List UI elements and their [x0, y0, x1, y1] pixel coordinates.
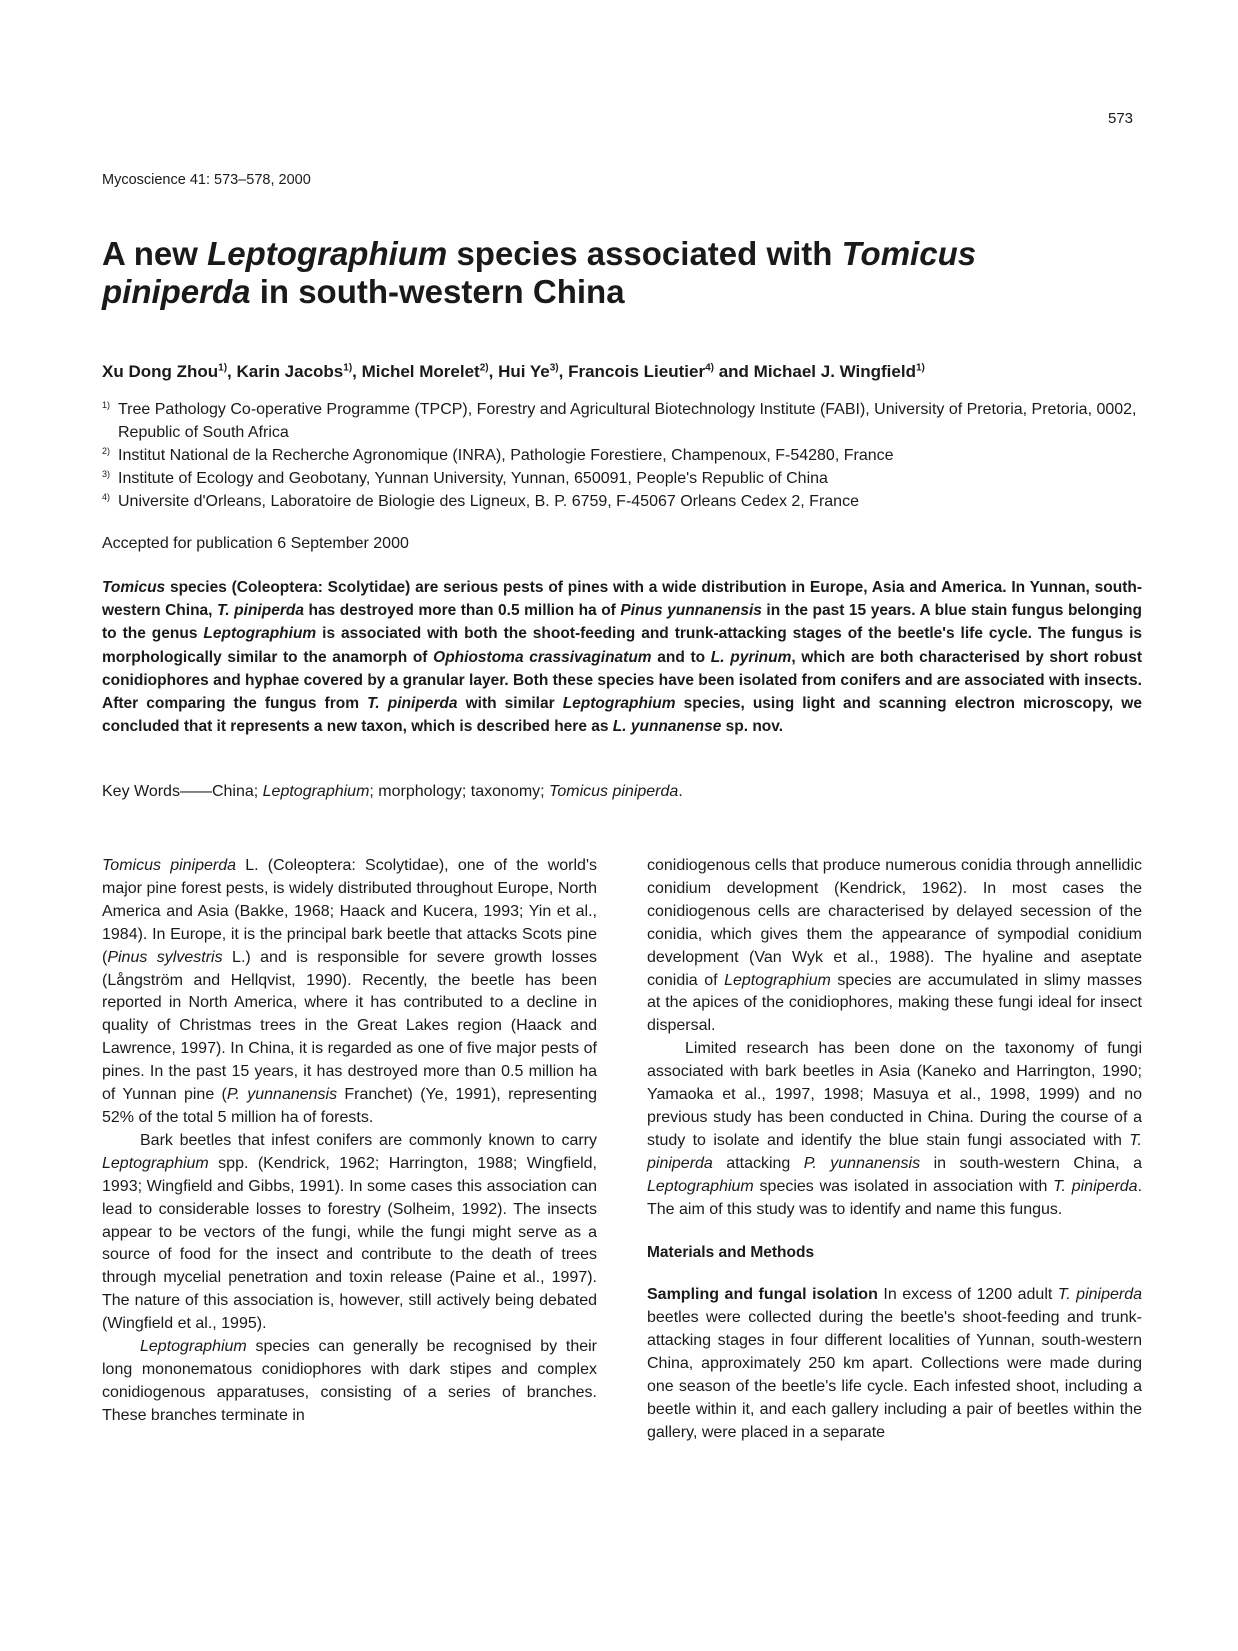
affiliation	[102, 467, 1162, 490]
right-column-paragraphs	[647, 855, 1142, 1222]
italic-text: Leptographium	[262, 783, 370, 800]
italic-text: T. piniperda	[647, 1131, 1142, 1172]
text-run: , which are both characterised by short robust conidiophores and hyphae covered by a granular layer. Both these species have been isolated from conifers and are associated with insects. After comparing the fungus from	[102, 648, 1142, 713]
affiliation-text: Institute of Ecology and Geobotany, Yunnan University, Yunnan, 650091, People's Republic of China	[118, 470, 828, 487]
author-affiliation-mark: 2)	[479, 362, 489, 374]
italic-text: Leptographium	[647, 1177, 754, 1195]
affiliation	[102, 398, 1162, 444]
author-affiliation-mark: 4)	[705, 362, 714, 374]
right-column	[647, 855, 1142, 1445]
body-paragraph	[102, 1336, 597, 1428]
italic-text: Leptographium	[562, 695, 676, 713]
author-separator: and	[713, 362, 754, 381]
italic-text: Leptographium	[140, 1338, 247, 1356]
affiliation	[102, 490, 1162, 513]
author-name: Francois Lieutier	[568, 362, 706, 381]
text-run: species are accumulated in slimy masses at the apices of the conidiophores, making these fungi ideal for insect dispersal.	[647, 971, 1143, 1035]
title-host-species: piniperda	[102, 273, 251, 310]
italic-text: Tomicus	[102, 579, 166, 596]
body-paragraph	[102, 1130, 597, 1336]
text-run: sp. nov.	[721, 718, 784, 736]
text-run: L.) and is responsible for severe growth losses (Långström and Hellqvist, 1990). Recently, the beetle has been reported in North America, where it has contributed to a decline in quality of Christmas trees in the Great Lakes region (Haack and Lawrence, 1997). In China, it is regarded as one of five major pests of pines. In the past 15 years, it has destroyed more than 0.5 million ha of Yunnan pine (	[102, 948, 598, 1104]
author-affiliation-mark: 3)	[549, 362, 559, 374]
italic-text: L. yunnanense	[612, 718, 722, 736]
affiliation-number: 3)	[102, 469, 111, 479]
text-run: .	[678, 783, 683, 800]
author-separator: ,	[558, 362, 569, 381]
section-heading: Materials and Methods	[647, 1243, 815, 1261]
author-name: Xu Dong Zhou	[102, 362, 219, 381]
title-part: in south-western China	[250, 273, 625, 310]
italic-text: Ophiostoma crassivaginatum	[433, 648, 652, 666]
author-name: Michel Morelet	[361, 362, 480, 381]
italic-text: L. pyrinum	[710, 648, 792, 666]
text-run: species (Coleoptera: Scolytidae) are serious pests of pines with a wide distribution in Europe, Asia and America. In Yunnan, south-western China,	[102, 579, 1142, 620]
italic-text: P. yunnanensis	[226, 1086, 338, 1104]
text-run: species was isolated in association with	[753, 1177, 1054, 1195]
author-list	[102, 362, 1182, 382]
title-host-genus: Tomicus	[841, 235, 977, 272]
text-run: conidiogenous cells that produce numerous conidia through annellidic conidium development (Kendrick, 1962). In most cases the conidiogenous cells are characterised by delayed secession of the conidia, which gives them the appearance of sympodial conidium development (Van Wyk et al., 1988). The hyaline and aseptate conidia of	[647, 857, 1142, 989]
subsection-heading: Sampling and fungal isolation	[647, 1286, 878, 1304]
body-paragraph	[647, 855, 1142, 1038]
italic-text: T. piniperda	[1057, 1286, 1143, 1304]
author-affiliation-mark: 1)	[218, 362, 228, 374]
abstract	[102, 576, 1142, 738]
italic-text: Tomicus piniperda	[102, 857, 237, 874]
title-part: A new	[102, 235, 208, 272]
affiliation-number: 1)	[102, 400, 111, 410]
italic-text: T. piniperda	[1053, 1177, 1138, 1195]
text-run: spp. (Kendrick, 1962; Harrington, 1988; Wingfield, 1993; Wingfield and Gibbs, 1991). In some cases this association can lead to considerable losses to forestry (Solheim, 1992). The insects appear to be vectors of the fungi, while the fungi might serve as a source of food for the insect and contribute to the death of trees through mycelial penetration and toxin release (Paine et al., 1997). The nature of this association is, however, still actively being debated (Wingfield et al., 1995).	[102, 1154, 597, 1333]
affiliation-number: 4)	[102, 492, 111, 502]
text-run: Key Words——China;	[102, 783, 263, 800]
title-genus: Leptographium	[207, 235, 448, 272]
author-name: Karin Jacobs	[236, 362, 344, 381]
body-paragraph	[647, 1284, 1142, 1444]
italic-text: Leptographium	[102, 1154, 209, 1172]
text-run: Franchet) (Ye, 1991), representing 52% of the total 5 million ha of forests.	[102, 1086, 598, 1126]
author-separator: ,	[352, 362, 362, 381]
italic-text: P. yunnanensis	[803, 1154, 921, 1172]
italic-text: Leptographium	[203, 625, 317, 643]
text-run: in south-western China, a	[920, 1154, 1143, 1172]
text-run: ; morphology; taxonomy;	[369, 783, 550, 800]
body-paragraph	[647, 1038, 1142, 1221]
author-name: Michael J. Wingfield	[753, 362, 916, 381]
author-separator: ,	[488, 362, 499, 381]
affiliation-text: Institut National de la Recherche Agronomique (INRA), Pathologie Forestiere, Champenoux, F-54280, France	[118, 447, 894, 464]
left-column	[102, 855, 597, 1428]
italic-text: Tomicus piniperda	[549, 783, 679, 800]
text-run: attacking	[712, 1154, 804, 1172]
article-title	[102, 235, 1152, 311]
italic-text: Leptographium	[724, 971, 831, 989]
affiliation	[102, 444, 1162, 467]
author-affiliation-mark: 1)	[343, 362, 353, 374]
key-words	[102, 783, 1142, 801]
author-separator: ,	[227, 362, 237, 381]
italic-text: Pinus yunnanensis	[620, 602, 762, 620]
text-run: beetles were collected during the beetle's shoot-feeding and trunk-attacking stages in four different localities of Yunnan, south-western China, approximately 250 km apart. Collections were made during one season of the beetle's life cycle. Each infested shoot, including a beetle within it, and each gallery including a pair of beetles within the gallery, were placed in a separate	[647, 1309, 1142, 1441]
text-run: species can generally be recognised by their long mononematous conidiophores with dark stipes and complex conidiogenous apparatuses, consisting of a series of branches. These branches terminate in	[102, 1338, 597, 1424]
title-part: species associated with	[447, 235, 842, 272]
text-run: In excess of 1200 adult	[877, 1286, 1058, 1304]
text-run: and to	[651, 648, 711, 666]
affiliation-text: Tree Pathology Co-operative Programme (TPCP), Forestry and Agricultural Biotechnology Institute (FABI), University of Pretoria, Pretoria, 0002, Republic of South Africa	[118, 401, 1137, 441]
italic-text: T. piniperda	[367, 695, 458, 713]
text-run: species, using light and scanning electron microscopy, we concluded that it represents a new taxon, which is described here as	[102, 695, 1142, 736]
text-run: . The aim of this study was to identify and name this fungus.	[647, 1177, 1143, 1218]
text-run: with similar	[457, 695, 563, 713]
text-run: Bark beetles that infest conifers are commonly known to carry	[140, 1131, 597, 1149]
italic-text: Pinus sylvestris	[107, 948, 223, 966]
body-paragraph	[102, 855, 597, 1130]
accepted-date: Accepted for publication 6 September 2000	[102, 535, 409, 552]
affiliation-text: Universite d'Orleans, Laboratoire de Biologie des Ligneux, B. P. 6759, F-45067 Orleans Cedex 2, France	[118, 493, 859, 510]
text-run: has destroyed more than 0.5 million ha of	[303, 602, 621, 620]
text-run: Limited research has been done on the taxonomy of fungi associated with bark beetles in Asia (Kaneko and Harrington, 1990; Yamaoka et al., 1997, 1998; Masuya et al., 1998, 1999) and no previous study has been conducted in China. During the course of a study to isolate and identify the blue stain fungi associated with	[647, 1040, 1142, 1149]
affiliation-number: 2)	[102, 446, 111, 456]
italic-text: T. piniperda	[217, 602, 304, 620]
affiliation-list	[102, 398, 1162, 513]
author-name: Hui Ye	[498, 362, 550, 381]
page-number: 573	[1108, 110, 1134, 127]
text-run: is associated with both the shoot-feeding and trunk-attacking stages of the beetle's life cycle. The fungus is morphologically similar to the anamorph of	[102, 625, 1142, 666]
text-run: in the past 15 years. A blue stain fungus belonging to the genus	[102, 602, 1142, 643]
text-run: L. (Coleoptera: Scolytidae), one of the world's major pine forest pests, is widely distributed throughout Europe, North America and Asia (Bakke, 1968; Haack and Kucera, 1993; Yin et al., 1984). In Europe, it is the principal bark beetle that attacks Scots pine (	[102, 857, 597, 966]
journal-citation: Mycoscience 41: 573–578, 2000	[102, 172, 311, 188]
author-affiliation-mark: 1)	[915, 362, 925, 374]
